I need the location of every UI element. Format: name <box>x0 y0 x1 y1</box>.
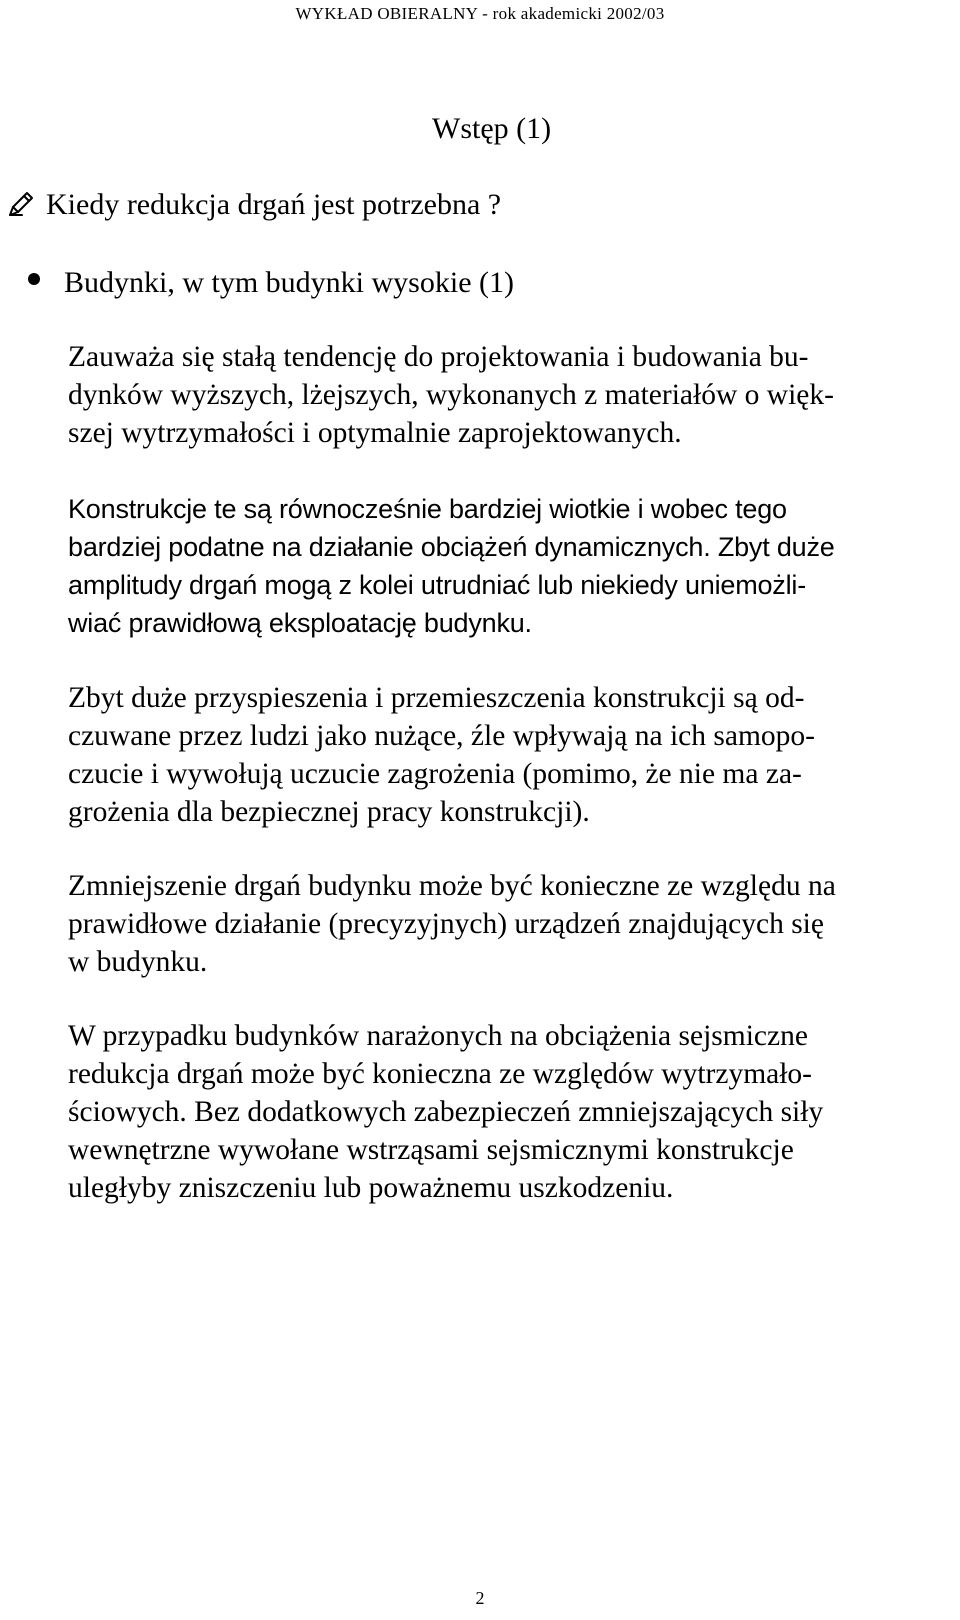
paragraph-line: bardziej podatne na działanie obciążeń dynamicznych. Zbyt duże <box>68 532 835 562</box>
paragraph-line: czuwane przez ludzi jako nużące, źle wpływają na ich samopo- <box>68 720 815 752</box>
page-number: 2 <box>475 1588 485 1608</box>
bullet-text: Budynki, w tym budynki wysokie (1) <box>64 266 514 299</box>
question-text: Kiedy redukcja drgań jest potrzebna ? <box>46 188 502 221</box>
paragraph-line: wewnętrzne wywołane wstrząsami sejsmicznymi konstrukcje <box>68 1134 794 1166</box>
paragraph-line: Zauważa się stałą tendencję do projektowania i budowania bu- <box>68 341 809 373</box>
paragraph-line: czucie i wywołują uczucie zagrożenia (pomimo, że nie ma za- <box>68 758 802 790</box>
page-title: Wstęp (1) <box>432 112 552 145</box>
paragraph-line: grożenia dla bezpiecznej pracy konstrukcji). <box>68 796 590 828</box>
paragraph-line: ściowych. Bez dodatkowych zabezpieczeń zmniejszających siły <box>68 1096 824 1128</box>
paragraph-line: redukcja drgań może być konieczna ze względów wytrzymało- <box>68 1058 813 1090</box>
paragraph-line: prawidłowe działanie (precyzyjnych) urządzeń znajdujących się <box>68 908 824 940</box>
paragraph-line: dynków wyższych, lżejszych, wykonanych z materiałów o więk- <box>68 379 834 411</box>
paragraph-line: w budynku. <box>68 946 208 978</box>
paragraph-3 <box>68 679 924 831</box>
question-heading <box>8 188 501 222</box>
page-header: WYKŁAD OBIERALNY - rok akademicki 2002/03 <box>295 4 665 23</box>
paragraph-line: wiać prawidłową eksploatację budynku. <box>68 608 532 638</box>
bullet-dot-icon <box>28 273 40 285</box>
pencil-icon <box>8 191 34 217</box>
paragraph-line: szej wytrzymałości i optymalnie zaprojektowanych. <box>68 417 682 449</box>
paragraph-5 <box>68 1017 924 1207</box>
paragraph-1 <box>68 338 924 452</box>
paragraph-line: Zmniejszenie drgań budynku może być konieczne ze względu na <box>68 870 836 902</box>
paragraph-line: uległyby zniszczeniu lub poważnemu uszkodzeniu. <box>68 1172 674 1204</box>
paragraph-line: Konstrukcje te są równocześnie bardziej wiotkie i wobec tego <box>68 494 787 524</box>
paragraph-line: amplitudy drgań mogą z kolei utrudniać lub niekiedy uniemożli- <box>68 570 806 600</box>
bullet-item <box>28 266 514 300</box>
paragraph-line: Zbyt duże przyspieszenia i przemieszczenia konstrukcji są od- <box>68 682 805 714</box>
paragraph-line: W przypadku budynków narażonych na obciążenia sejsmiczne <box>68 1020 808 1052</box>
paragraph-2 <box>68 490 924 642</box>
paragraph-4 <box>68 867 924 981</box>
